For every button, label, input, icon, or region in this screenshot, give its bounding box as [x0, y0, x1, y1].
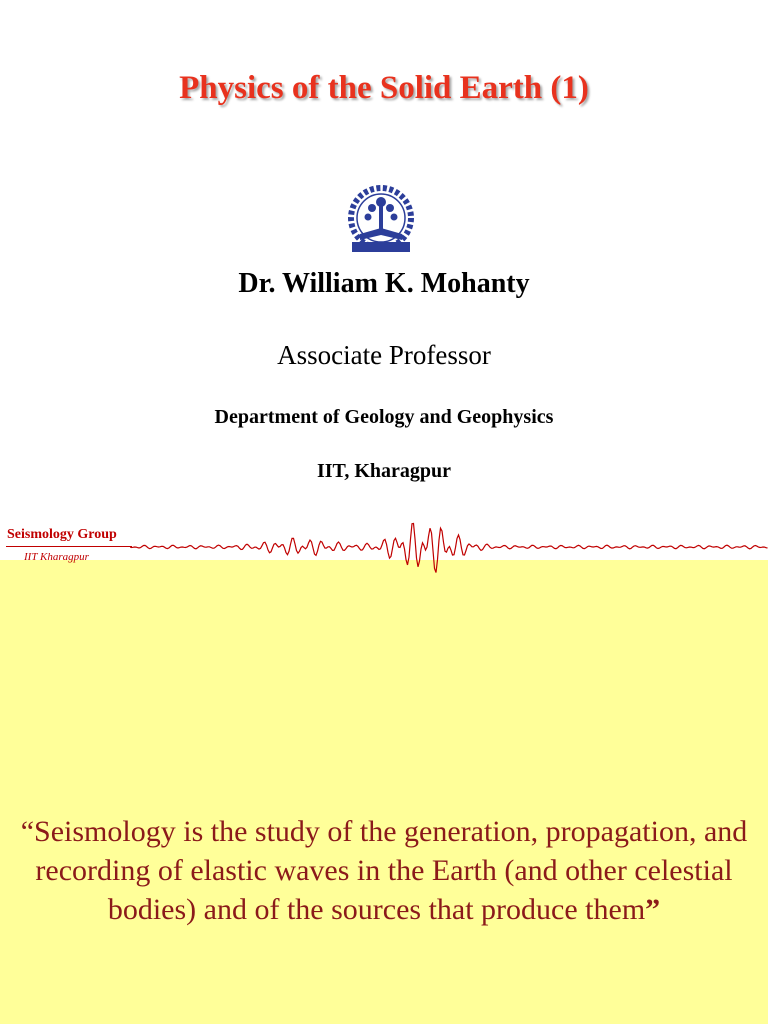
group-name: Seismology Group — [7, 527, 117, 542]
presenter-institute: IIT, Kharagpur — [316, 460, 452, 482]
presenter-name: Dr. William K. Mohanty — [238, 268, 530, 299]
iit-kharagpur-emblem-icon — [346, 184, 416, 256]
presenter-position: Associate Professor — [277, 340, 491, 370]
group-place: IIT Kharagpur — [24, 551, 89, 563]
seismogram-trace-icon — [130, 512, 768, 582]
seismology-definition-quote — [20, 812, 748, 929]
quote-closing-mark: ” — [645, 893, 661, 926]
quote-text: “Seismology is the study of the generation, propagation, and recording of elastic waves in the Earth (and other celestial bodies) and of the sources that produce them — [20, 815, 748, 926]
slide-lower-panel — [0, 560, 768, 1024]
group-divider — [6, 546, 132, 547]
slide-title: Physics of the Solid Earth (1) — [179, 70, 589, 106]
presenter-department: Department of Geology and Geophysics — [214, 406, 554, 428]
